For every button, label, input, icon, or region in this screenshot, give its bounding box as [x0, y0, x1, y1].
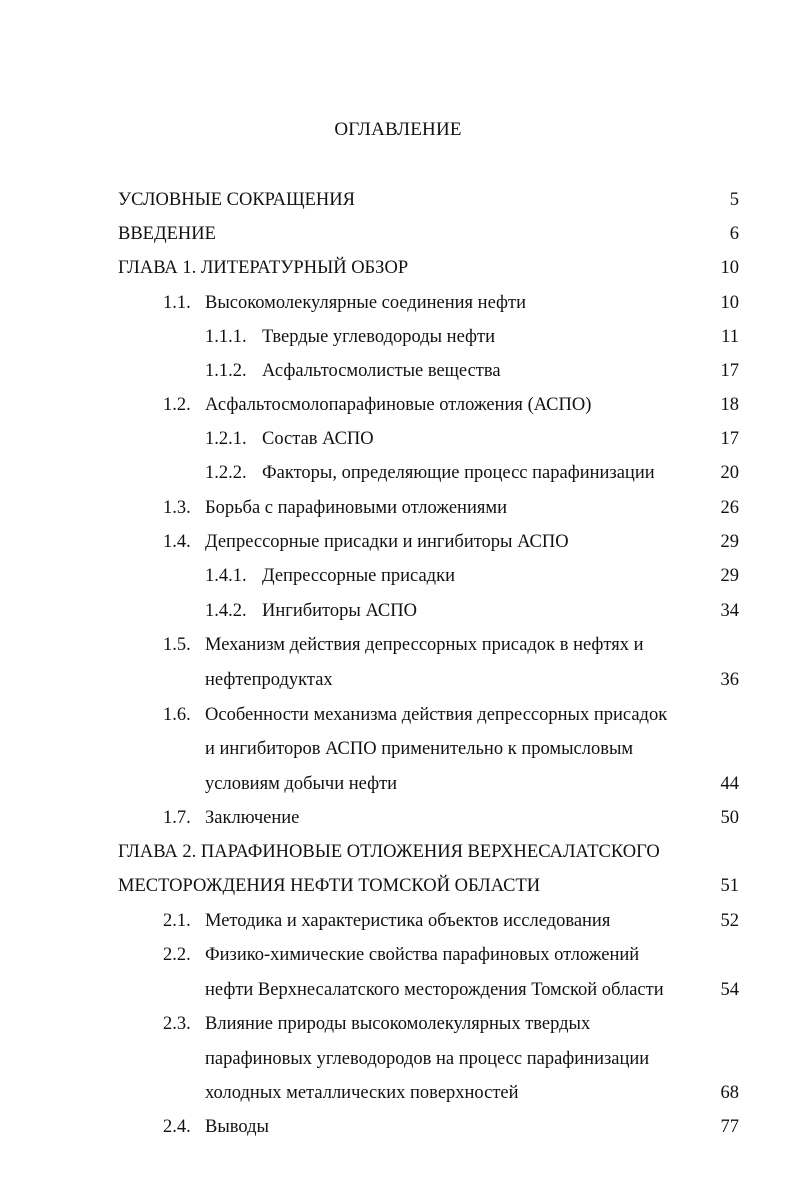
toc-entry-page: 5 — [729, 190, 739, 210]
toc-entry-number: 1.4. — [163, 532, 191, 552]
toc-entry-page: 51 — [720, 876, 739, 896]
toc-entry — [0, 904, 796, 938]
toc-entry-number: 1.1.1. — [205, 327, 247, 347]
toc-entry-page: 20 — [720, 463, 739, 483]
toc-entry-title: УСЛОВНЫЕ СОКРАЩЕНИЯ — [118, 190, 355, 210]
toc-entry-title: холодных металлических поверхностей — [205, 1083, 519, 1103]
toc-entry-title: Асфальтосмолопарафиновые отложения (АСПО) — [205, 395, 592, 415]
toc-entry-title: Заключение — [205, 808, 300, 828]
toc-entry-number: 1.1. — [163, 293, 191, 313]
toc-entry — [0, 973, 796, 1007]
toc-entry-number: 1.4.2. — [205, 601, 247, 621]
toc-entry-title: условиям добычи нефти — [205, 774, 398, 794]
toc-entry-title: Механизм действия депрессорных присадок в нефтях и — [205, 635, 644, 655]
toc-entry — [0, 525, 796, 559]
toc-entry-page: 54 — [720, 980, 739, 1000]
toc-entry-title: Твердые углеводороды нефти — [262, 327, 495, 347]
toc-entry-title: Факторы, определяющие процесс парафинизации — [262, 463, 655, 483]
toc-entry-page: 6 — [729, 224, 739, 244]
toc-entry-title: ВВЕДЕНИЕ — [118, 224, 216, 244]
toc-entry-title: Депрессорные присадки и ингибиторы АСПО — [205, 532, 569, 552]
toc-entry — [0, 320, 796, 354]
toc-entry-page: 52 — [720, 911, 739, 931]
toc-entry — [0, 767, 796, 801]
toc-entry-title: Борьба с парафиновыми отложениями — [205, 498, 507, 518]
toc-entry-title: Методика и характеристика объектов исследования — [205, 911, 611, 931]
toc-entry — [0, 835, 796, 869]
toc-entry — [0, 663, 796, 697]
toc-entry-page: 17 — [720, 361, 739, 381]
toc-entry — [0, 698, 796, 732]
toc-entry-page: 18 — [720, 395, 739, 415]
toc-entry-number: 1.2.1. — [205, 429, 247, 449]
toc-entry-title: Особенности механизма действия депрессорных присадок — [205, 705, 668, 725]
toc-entry-number: 2.2. — [163, 945, 191, 965]
toc-entry-page: 26 — [720, 498, 739, 518]
toc-entry — [0, 732, 796, 766]
toc-entry-number: 2.3. — [163, 1014, 191, 1034]
toc-entry-number: 1.1.2. — [205, 361, 247, 381]
toc-entry — [0, 491, 796, 525]
toc-entry-title: МЕСТОРОЖДЕНИЯ НЕФТИ ТОМСКОЙ ОБЛАСТИ — [118, 876, 541, 896]
toc-entry-title: Асфальтосмолистые вещества — [262, 361, 501, 381]
toc-entry — [0, 594, 796, 628]
toc-entry — [0, 422, 796, 456]
toc-entry-number: 1.4.1. — [205, 566, 247, 586]
toc-entry-title: нефти Верхнесалатского месторождения Томской области — [205, 980, 664, 1000]
toc-entry-title: парафиновых углеводородов на процесс парафинизации — [205, 1049, 650, 1069]
toc-entry-title: Высокомолекулярные соединения нефти — [205, 293, 526, 313]
toc-entry — [0, 388, 796, 422]
toc-entry-title: Выводы — [205, 1117, 269, 1137]
toc-entry — [0, 559, 796, 593]
toc-entry — [0, 251, 796, 285]
toc-entry — [0, 183, 796, 217]
toc-entry-title: нефтепродуктах — [205, 670, 333, 690]
toc-entry — [0, 1076, 796, 1110]
toc-entry — [0, 938, 796, 972]
toc-entry-number: 1.2.2. — [205, 463, 247, 483]
toc-entry-title: и ингибиторов АСПО применительно к промысловым — [205, 739, 634, 759]
toc-entry-number: 1.2. — [163, 395, 191, 415]
page-title: ОГЛАВЛЕНИЕ — [334, 119, 462, 140]
toc-entry-number: 1.7. — [163, 808, 191, 828]
toc-entry-page: 11 — [721, 327, 739, 347]
toc-entry-page: 34 — [720, 601, 739, 621]
toc-entry — [0, 869, 796, 903]
toc-entry — [0, 1042, 796, 1076]
toc-entry — [0, 354, 796, 388]
toc-entry-page: 36 — [720, 670, 739, 690]
toc-entry-number: 2.1. — [163, 911, 191, 931]
toc-entry-page: 50 — [720, 808, 739, 828]
toc-entry-number: 1.6. — [163, 705, 191, 725]
toc-entry-title: Физико-химические свойства парафиновых отложений — [205, 945, 640, 965]
toc-entry-page: 29 — [720, 532, 739, 552]
toc-entry — [0, 1007, 796, 1041]
toc-entry-page: 77 — [720, 1117, 739, 1137]
toc-entry-page: 29 — [720, 566, 739, 586]
toc-entry-title: ГЛАВА 2. ПАРАФИНОВЫЕ ОТЛОЖЕНИЯ ВЕРХНЕСАЛАТСКОГО — [118, 842, 660, 862]
toc-entry-page: 17 — [720, 429, 739, 449]
toc-entry — [0, 1110, 796, 1144]
toc-entry-page: 10 — [720, 293, 739, 313]
toc-entry-number: 1.3. — [163, 498, 191, 518]
toc-entry-number: 1.5. — [163, 635, 191, 655]
toc-entry-page: 10 — [720, 258, 739, 278]
toc-entry — [0, 286, 796, 320]
toc-entry-title: ГЛАВА 1. ЛИТЕРАТУРНЫЙ ОБЗОР — [118, 258, 409, 278]
toc-entry — [0, 217, 796, 251]
toc-entry — [0, 801, 796, 835]
toc-entry-title: Депрессорные присадки — [262, 566, 455, 586]
toc-entry-number: 2.4. — [163, 1117, 191, 1137]
toc-entry — [0, 628, 796, 662]
toc-entry — [0, 456, 796, 490]
toc-entry-title: Состав АСПО — [262, 429, 374, 449]
toc-entry-page: 68 — [720, 1083, 739, 1103]
toc-entry-page: 44 — [720, 774, 739, 794]
toc-entry-title: Ингибиторы АСПО — [262, 601, 417, 621]
toc-entry-title: Влияние природы высокомолекулярных твердых — [205, 1014, 591, 1034]
